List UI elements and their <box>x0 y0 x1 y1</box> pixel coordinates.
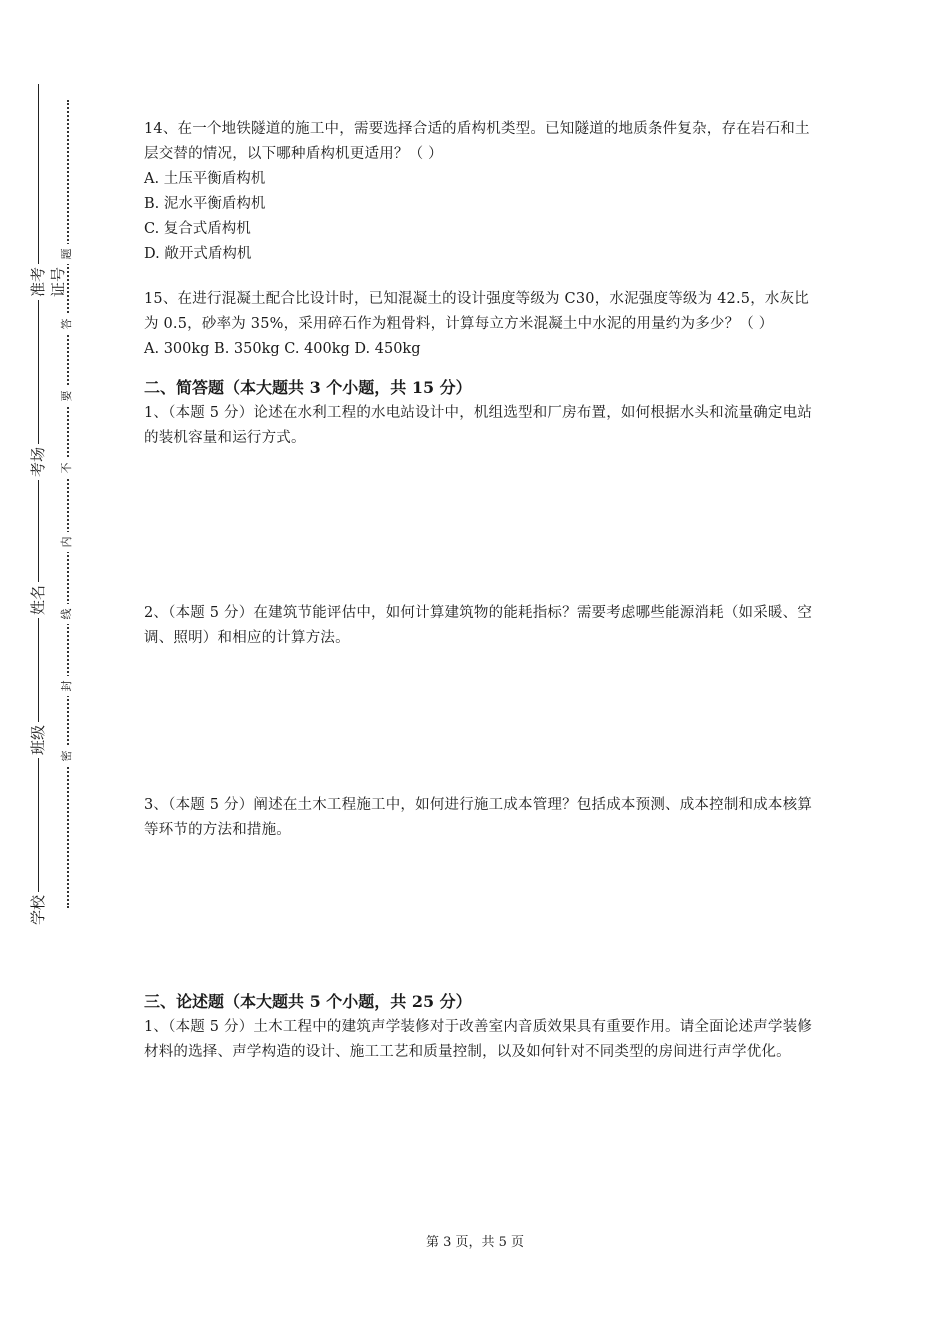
question-stem: 15、在进行混凝土配合比设计时，已知混凝土的设计强度等级为 C30，水泥强度等级为 42.5，水灰比为 0.5，砂率为 35%，采用碎石作为粗骨料，计算每立方米混凝土中水泥的用量约为多少？（ ） <box>144 291 809 332</box>
section-title: 二、简答题（本大题共 3 个小题，共 15 分） <box>144 378 472 397</box>
seal-char: 不 <box>59 458 75 478</box>
question-options: A. 300kg B. 350kg C. 400kg D. 450kg <box>144 341 421 357</box>
binding-line <box>38 84 39 926</box>
option-a: A. 土压平衡盾构机 <box>144 171 266 187</box>
short-answer-1: 1、（本题 5 分）论述在水利工程的水电站设计中，机组选型和厂房布置，如何根据水头和流量确定电站的装机容量和运行方式。 <box>144 405 813 446</box>
exam-content <box>144 117 812 1065</box>
option-d: D. 敞开式盾构机 <box>144 246 252 262</box>
seal-char: 线 <box>59 604 75 624</box>
seal-char: 答 <box>59 314 75 334</box>
seal-char: 密 <box>59 746 75 766</box>
school-label: 学校 <box>28 892 48 928</box>
question-14 <box>144 117 812 267</box>
section-title: 三、论述题（本大题共 5 个小题，共 25 分） <box>144 992 472 1011</box>
seal-char: 题 <box>59 244 75 264</box>
seal-dotted-line <box>67 100 69 908</box>
seal-char: 内 <box>59 532 75 552</box>
binding-margin <box>0 0 110 1344</box>
short-answer-2: 2、（本题 5 分）在建筑节能评估中，如何计算建筑物的能耗指标？需要考虑哪些能源消耗（如采暖、空调、照明）和相应的计算方法。 <box>144 605 813 646</box>
section-short-answer <box>144 375 812 843</box>
class-label: 班级 <box>28 722 48 758</box>
exam-id-label: 准考证号 <box>28 264 48 300</box>
exam-room-label: 考场 <box>28 444 48 480</box>
essay-1: 1、（本题 5 分）土木工程中的建筑声学装修对于改善室内音质效果具有重要作用。请全面论述声学装修材料的选择、声学构造的设计、施工工艺和质量控制，以及如何针对不同类型的房间进行声学优化。 <box>144 1019 813 1060</box>
short-answer-3: 3、（本题 5 分）阐述在土木工程施工中，如何进行施工成本管理？包括成本预测、成本控制和成本核算等环节的方法和措施。 <box>144 797 813 838</box>
name-label: 姓名 <box>28 582 48 618</box>
option-c: C. 复合式盾构机 <box>144 221 251 237</box>
page-number: 第 3 页，共 5 页 <box>425 1235 525 1250</box>
question-15 <box>144 287 812 362</box>
seal-char: 封 <box>59 676 75 696</box>
question-stem: 14、在一个地铁隧道的施工中，需要选择合适的盾构机类型。已知隧道的地质条件复杂，存在岩石和土层交替的情况，以下哪种盾构机更适用？（ ） <box>144 121 810 162</box>
seal-char: 要 <box>59 386 75 406</box>
option-b: B. 泥水平衡盾构机 <box>144 196 266 212</box>
section-essay <box>144 989 812 1065</box>
